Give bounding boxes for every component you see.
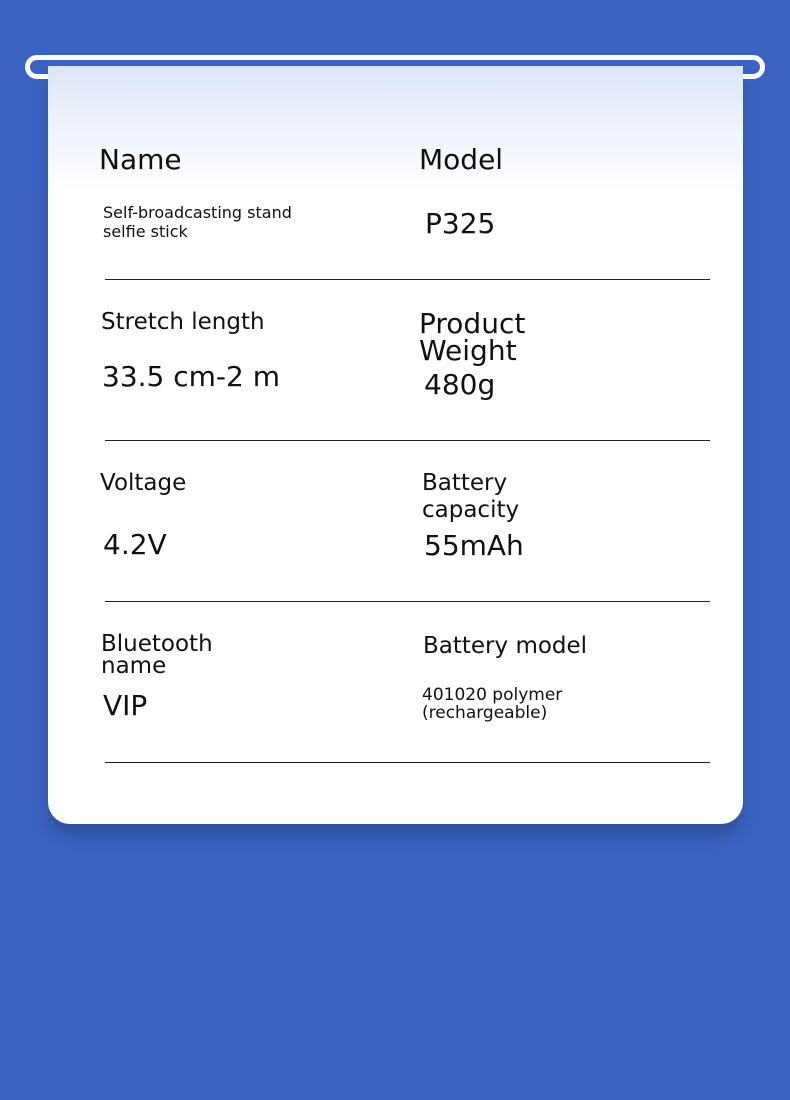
spec-label-name: Name [99,143,182,176]
spec-label-battery-model: Battery model [423,633,588,659]
spec-value-product-weight: 480g [424,368,496,401]
spec-label-battery-capacity: Battery capacity [422,470,520,523]
spec-label-bluetooth-name: Bluetooth name [101,631,213,679]
row-divider [105,279,710,280]
spec-label-product-weight: Product Weight [419,307,526,367]
spec-value-voltage: 4.2V [103,528,167,561]
row-divider [105,762,710,763]
spec-value-battery-model: 401020 polymer (rechargeable) [422,685,563,723]
spec-value-stretch-length: 33.5 cm-2 m [102,360,281,393]
spec-label-stretch-length: Stretch length [101,309,265,335]
spec-value-battery-capacity: 55mAh [424,529,524,562]
spec-label-voltage: Voltage [100,470,187,496]
row-divider [105,601,710,602]
spec-label-model: Model [419,143,504,176]
row-divider [105,440,710,441]
spec-value-bluetooth-name: VIP [103,689,148,722]
spec-card [48,66,743,824]
spec-value-name: Self-broadcasting stand selfie stick [103,203,292,241]
spec-value-model: P325 [425,207,496,240]
